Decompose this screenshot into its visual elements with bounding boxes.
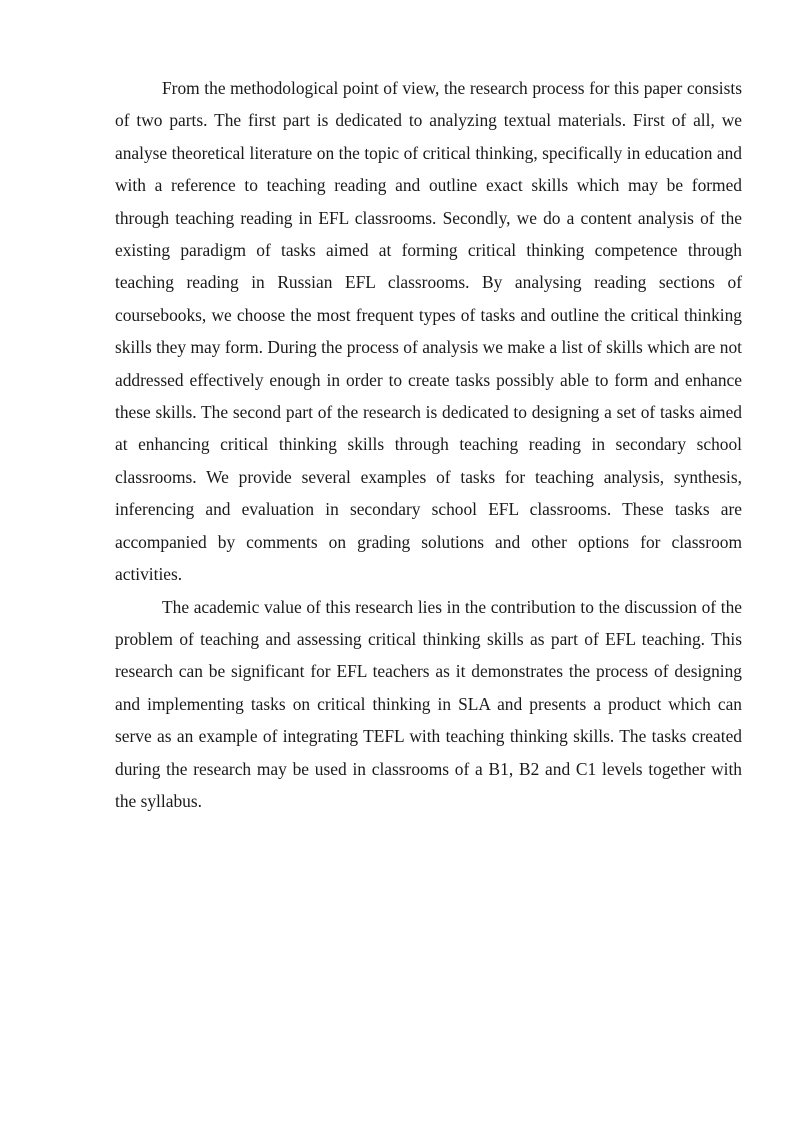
- paragraph-academic-value: The academic value of this research lies in the contribution to the discussion of the problem of teaching and assessing critical thinking skills as part of EFL teaching. This research can be significant for EFL teachers as it demonstrates the process of designing and implementing tasks on critical thinking in SLA and presents a product which can serve as an example of integrating TEFL with teaching thinking skills. The tasks created during the research may be used in classrooms of a B1, B2 and C1 levels together with the syllabus.: [115, 596, 742, 811]
- paragraph-methodology: From the methodological point of view, the research process for this paper consists of two parts. The first part is dedicated to analyzing textual materials. First of all, we analyse theoretical literature on the topic of critical thinking, specifically in education and with a reference to teaching reading and outline exact skills which may be formed through teaching reading in EFL classrooms. Secondly, we do a content analysis of the existing paradigm of tasks aimed at forming critical thinking competence through teaching reading in Russian EFL classrooms. By analysing reading sections of coursebooks, we choose the most frequent types of tasks and outline the critical thinking skills they may form. During the process of analysis we make a list of skills which are not addressed effectively enough in order to create tasks possibly able to form and enhance these skills. The second part of the research is dedicated to designing a set of tasks aimed at enhancing critical thinking skills through teaching reading in secondary school classrooms. We provide several examples of tasks for teaching analysis, synthesis, inferencing and evaluation in secondary school EFL classrooms. These tasks are accompanied by comments on grading solutions and other options for classroom activities.: [115, 78, 742, 585]
- document-body: [115, 72, 742, 817]
